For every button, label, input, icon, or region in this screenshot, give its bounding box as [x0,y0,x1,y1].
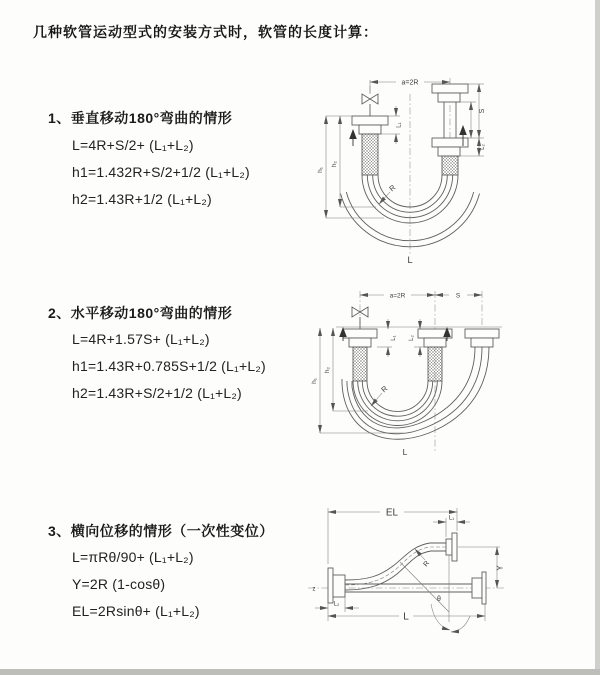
label-a2r: a=2R [389,292,406,300]
dimension-l2 [315,597,359,612]
dimension-l [328,603,485,623]
section-1-formula-h1: h1=1.432R+S/2+1/2 (L₁+L₂) [72,164,250,180]
label-l2: L₂ [333,601,340,608]
label-a2r: a=2R [401,79,419,87]
left-flange [328,568,345,603]
left-connector-flange [352,116,388,134]
hose-braid-left [353,347,367,381]
label-l1: L₁ [448,515,455,522]
angle-construction [400,555,470,632]
section-2-formula-h1: h1=1.43R+0.785S+1/2 (L₁+L₂) [72,358,266,374]
dimension-el [328,508,457,565]
hose-braid-left [362,134,378,175]
label-r: R [422,559,432,569]
hose-braid-middle [428,347,442,381]
hose-braid-right [442,156,458,175]
centerlines [370,78,450,256]
label-r: R [387,182,398,194]
section-1-formula-L: L=4R+S/2+ (L₁+L₂) [72,137,194,153]
diagram-vertical-180-bend [310,70,600,270]
dimension-s [435,293,482,300]
label-r: R [379,383,390,395]
label-el: EL [385,507,399,519]
label-s: S [455,292,461,300]
right-connector-flange [465,329,499,347]
label-h1: h₁ [317,167,324,173]
dimension-l1 [377,319,397,357]
label-l2: L₂ [480,144,486,150]
label-y: Y [495,565,505,571]
radius-leader [415,549,431,568]
section-2-formula-L: L=4R+1.57S+ (L₁+L₂) [72,331,210,347]
hose-displaced-curve [345,543,446,590]
section-3-formula-Y: Y=2R (1-cosθ) [72,576,166,592]
right-flange-straight [472,572,486,604]
upper-flange-displaced [446,533,457,561]
label-l1: L₁ [391,335,397,341]
section-1-heading: 1、垂直移动180°弯曲的情形 [48,110,233,126]
section-3-formula-EL: EL=2Rsinθ+ (L₁+L₂) [72,603,200,619]
radius-leader [379,183,398,204]
page-title: 几种软管运动型式的安装方式时，软管的长度计算： [33,24,378,40]
label-l-bottom: L [402,447,408,457]
label-h2: h₂ [324,366,331,374]
label-l: L [403,611,409,623]
label-h1: h₁ [311,378,318,384]
label-l-bottom: L [407,255,413,265]
dimension-a2r [360,293,435,300]
label-s: S [479,108,486,114]
label-theta: θ [437,596,441,603]
radius-leader [371,384,390,406]
label-h2: h₂ [331,160,338,168]
label-l1: L₁ [396,122,403,128]
centerline-break-mark: z [312,586,316,593]
section-1-formula-h2: h2=1.43R+1/2 (L₁+L₂) [72,191,212,207]
section-2-formula-h2: h2=1.43R+S/2+1/2 (L₁+L₂) [72,385,242,401]
section-2-heading: 2、水平移动180°弯曲的情形 [48,305,233,321]
diagram-lateral-displacement [300,500,600,655]
section-3-formula-L: L=πRθ/90+ (L₁+L₂) [72,549,194,565]
section-3-heading: 3、横向位移的情形（一次性变位） [48,523,274,539]
scan-edge-right [595,0,600,675]
valve-icon [362,94,378,116]
scan-edge-bottom [0,669,600,675]
label-l2: L₂ [409,335,415,341]
left-connector-flange [343,329,377,347]
diagram-horizontal-180-bend [310,283,600,463]
dimension-l1 [433,516,470,538]
